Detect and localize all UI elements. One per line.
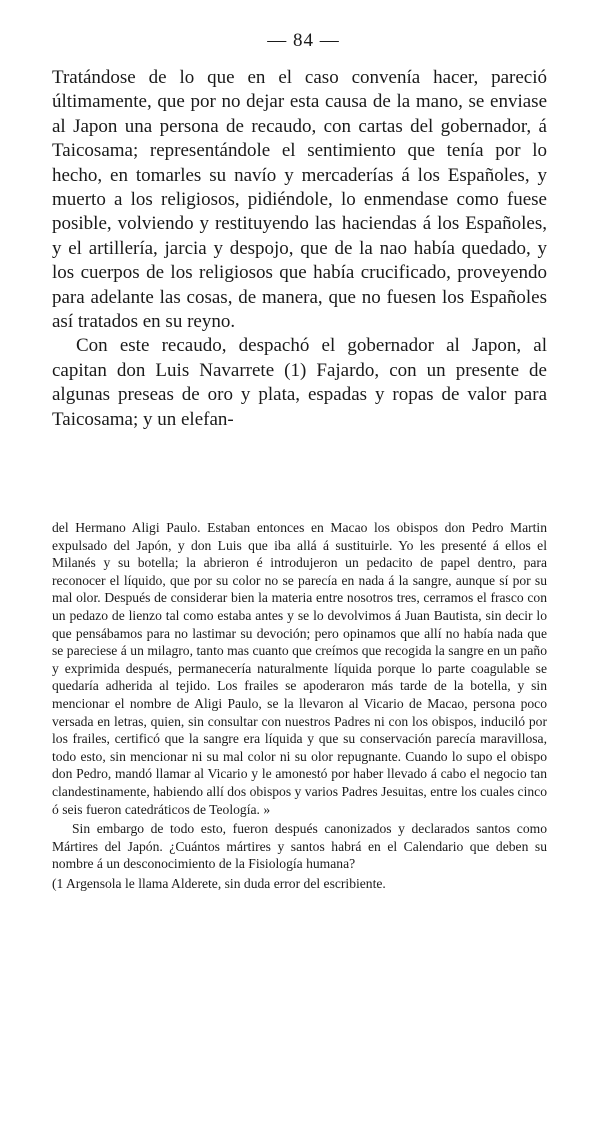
- main-paragraph: Con este recaudo, despachó el gobernador al Japon, al capitan don Luis Navarrete (1) Fajardo, con un presente de algunas preseas de oro y plata, espadas y ropas de valor para Taicosama; y un elefan-: [52, 335, 547, 430]
- page-number: — 84 —: [267, 30, 340, 51]
- footnotes: [52, 519, 547, 892]
- main-text: [52, 66, 547, 432]
- main-paragraph: Tratándose de lo que en el caso convenía hacer, pareció últimamente, que por no dejar esta causa de la mano, se enviase al Japon una persona de recaudo, con cartas del gobernador, á Taicosama; representándole el sentimiento que tenía por lo hecho, en tomarles su navío y mercaderías á los Españoles, y muerto a los religiosos, pidiéndole, lo enmendase como fuese posible, volviendo y restituyendo las haciendas á los Españoles, y el artillería, jarcia y despojo, que de la nao había quedado, y los cuerpos de los religiosos que había crucificado, proveyendo para adelante las cosas, de manera, que no fuesen los Españoles así tratados en su reyno.: [52, 67, 547, 333]
- footnote-1: (1 Argensola le llama Alderete, sin duda error del escribiente.: [52, 875, 386, 891]
- footnote-paragraph: Sin embargo de todo esto, fueron después canonizados y declarados santos como Mártires del Japón. ¿Cuántos mártires y santos habrá en el Calendario que deben su nombre á un desconocimiento de la Fisiología humana?: [52, 821, 547, 872]
- footnote-paragraph: del Hermano Aligi Paulo. Estaban entonces en Macao los obispos don Pedro Martin expulsado del Japón, y don Luis que iba allá á sustituirle. Yo les presenté á ellos el Milanés y su botella; la abrieron é introdujeron un pedacito de papel dentro, para reconocer el líquido, que por su color no se parecía en nada á la sangre, aunque sí por su mal olor. Después de considerar bien la materia entre nosotros tres, cerramos el frasco con un pedazo de lienzo tal como estaba antes y se lo devolvimos á Juan Bautista, sin decir lo que pensábamos para no lastimar su devoción; pero opinamos que allí no había nada que se pareciese á un milagro, tanto mas cuanto que creímos que recogida la sangre en un paño y exprimida después, permanecería naturalmente líquida porque lo parte coagulable se quedaría adherida al tejido. Los frailes se apoderaron más tarde de la botella, y sin mencionar el nombre de Aligi Paulo, se la llevaron al Vicario de Macao, persona poco versada en letras, quien, sin consultar con nuestros Padres ni con los obispos, induciló por los frailes, certificó que la sangre era líquida y que su conservación parecía maravillosa, todo esto, sin mencionar ni su mal color ni su olor repugnante. Cuando lo supo el obispo don Pedro, mandó llamar al Vicario y le amonestó por haber llevado á cabo el negocio tan clandestinamente, habiendo allí dos obispos y varios Padres Jesuitas, entre los cuales cinco ó seis fueron catedráticos de Teología. »: [52, 520, 547, 817]
